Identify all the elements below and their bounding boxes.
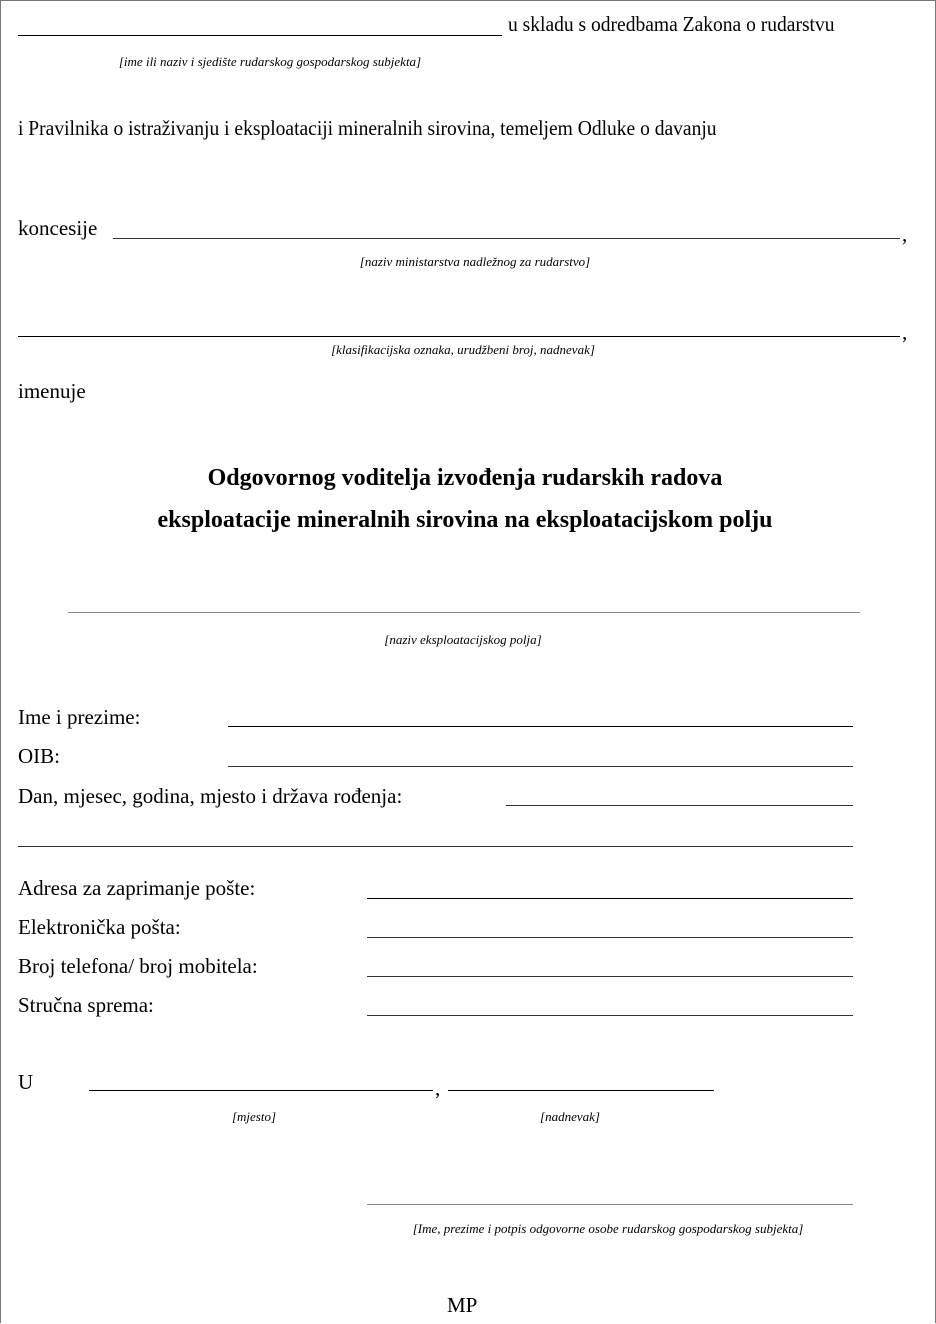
classification-blank-line[interactable] [18,336,900,337]
birth-input-line-2[interactable] [18,846,853,847]
phone-input-line[interactable] [367,976,853,977]
comma: , [902,222,908,246]
ministry-caption: [naziv ministarstva nadležnog za rudarstvo] [359,254,591,269]
intro-text-1: u skladu s odredbama Zakona o rudarstvu [508,12,835,36]
name-label: Ime i prezime: [18,705,141,729]
classification-caption: [klasifikacijska oznaka, urudžbeni broj, nadnevak] [331,342,595,357]
field-name-caption: [naziv eksploatacijskog polja] [384,632,542,647]
date-caption: [nadnevak] [540,1109,600,1124]
document-title-line1: Odgovornog voditelja izvođenja rudarskih radova [207,465,723,491]
oib-input-line[interactable] [228,766,853,767]
email-input-line[interactable] [367,937,853,938]
comma: , [902,320,908,344]
company-caption: [ime ili naziv i sjedište rudarskog gospodarskog subjekta] [118,54,422,69]
ministry-blank-line[interactable] [113,238,900,239]
phone-label: Broj telefona/ broj mobitela: [18,954,258,978]
document-title-line2: eksploatacije mineralnih sirovina na eksploatacijskom polju [157,507,773,533]
birth-label: Dan, mjesec, godina, mjesto i država rođenja: [18,784,403,808]
education-input-line[interactable] [367,1015,853,1016]
address-label: Adresa za zaprimanje pošte: [18,876,256,900]
place-caption: [mjesto] [231,1109,277,1124]
education-label: Stručna sprema: [18,993,154,1017]
intro-text-2: i Pravilnika o istraživanju i eksploataciji mineralnih sirovina, temeljem Odluke o davanju [18,116,717,140]
u-label: U [18,1070,34,1094]
signature-line[interactable] [367,1204,853,1205]
signature-caption: [Ime, prezime i potpis odgovorne osobe rudarskog gospodarskog subjekta] [412,1221,804,1236]
place-input-line[interactable] [89,1090,433,1091]
koncesije-label: koncesije [18,216,98,240]
name-input-line[interactable] [228,726,853,727]
company-blank-line[interactable] [18,35,502,36]
imenuje-text: imenuje [18,379,86,403]
birth-input-line[interactable] [506,805,853,806]
email-label: Elektronička pošta: [18,915,181,939]
stamp-label: MP [447,1293,478,1317]
address-input-line[interactable] [367,898,853,899]
field-name-blank-line[interactable] [68,612,860,613]
oib-label: OIB: [18,744,60,768]
comma: , [435,1076,441,1100]
date-input-line[interactable] [448,1090,714,1091]
